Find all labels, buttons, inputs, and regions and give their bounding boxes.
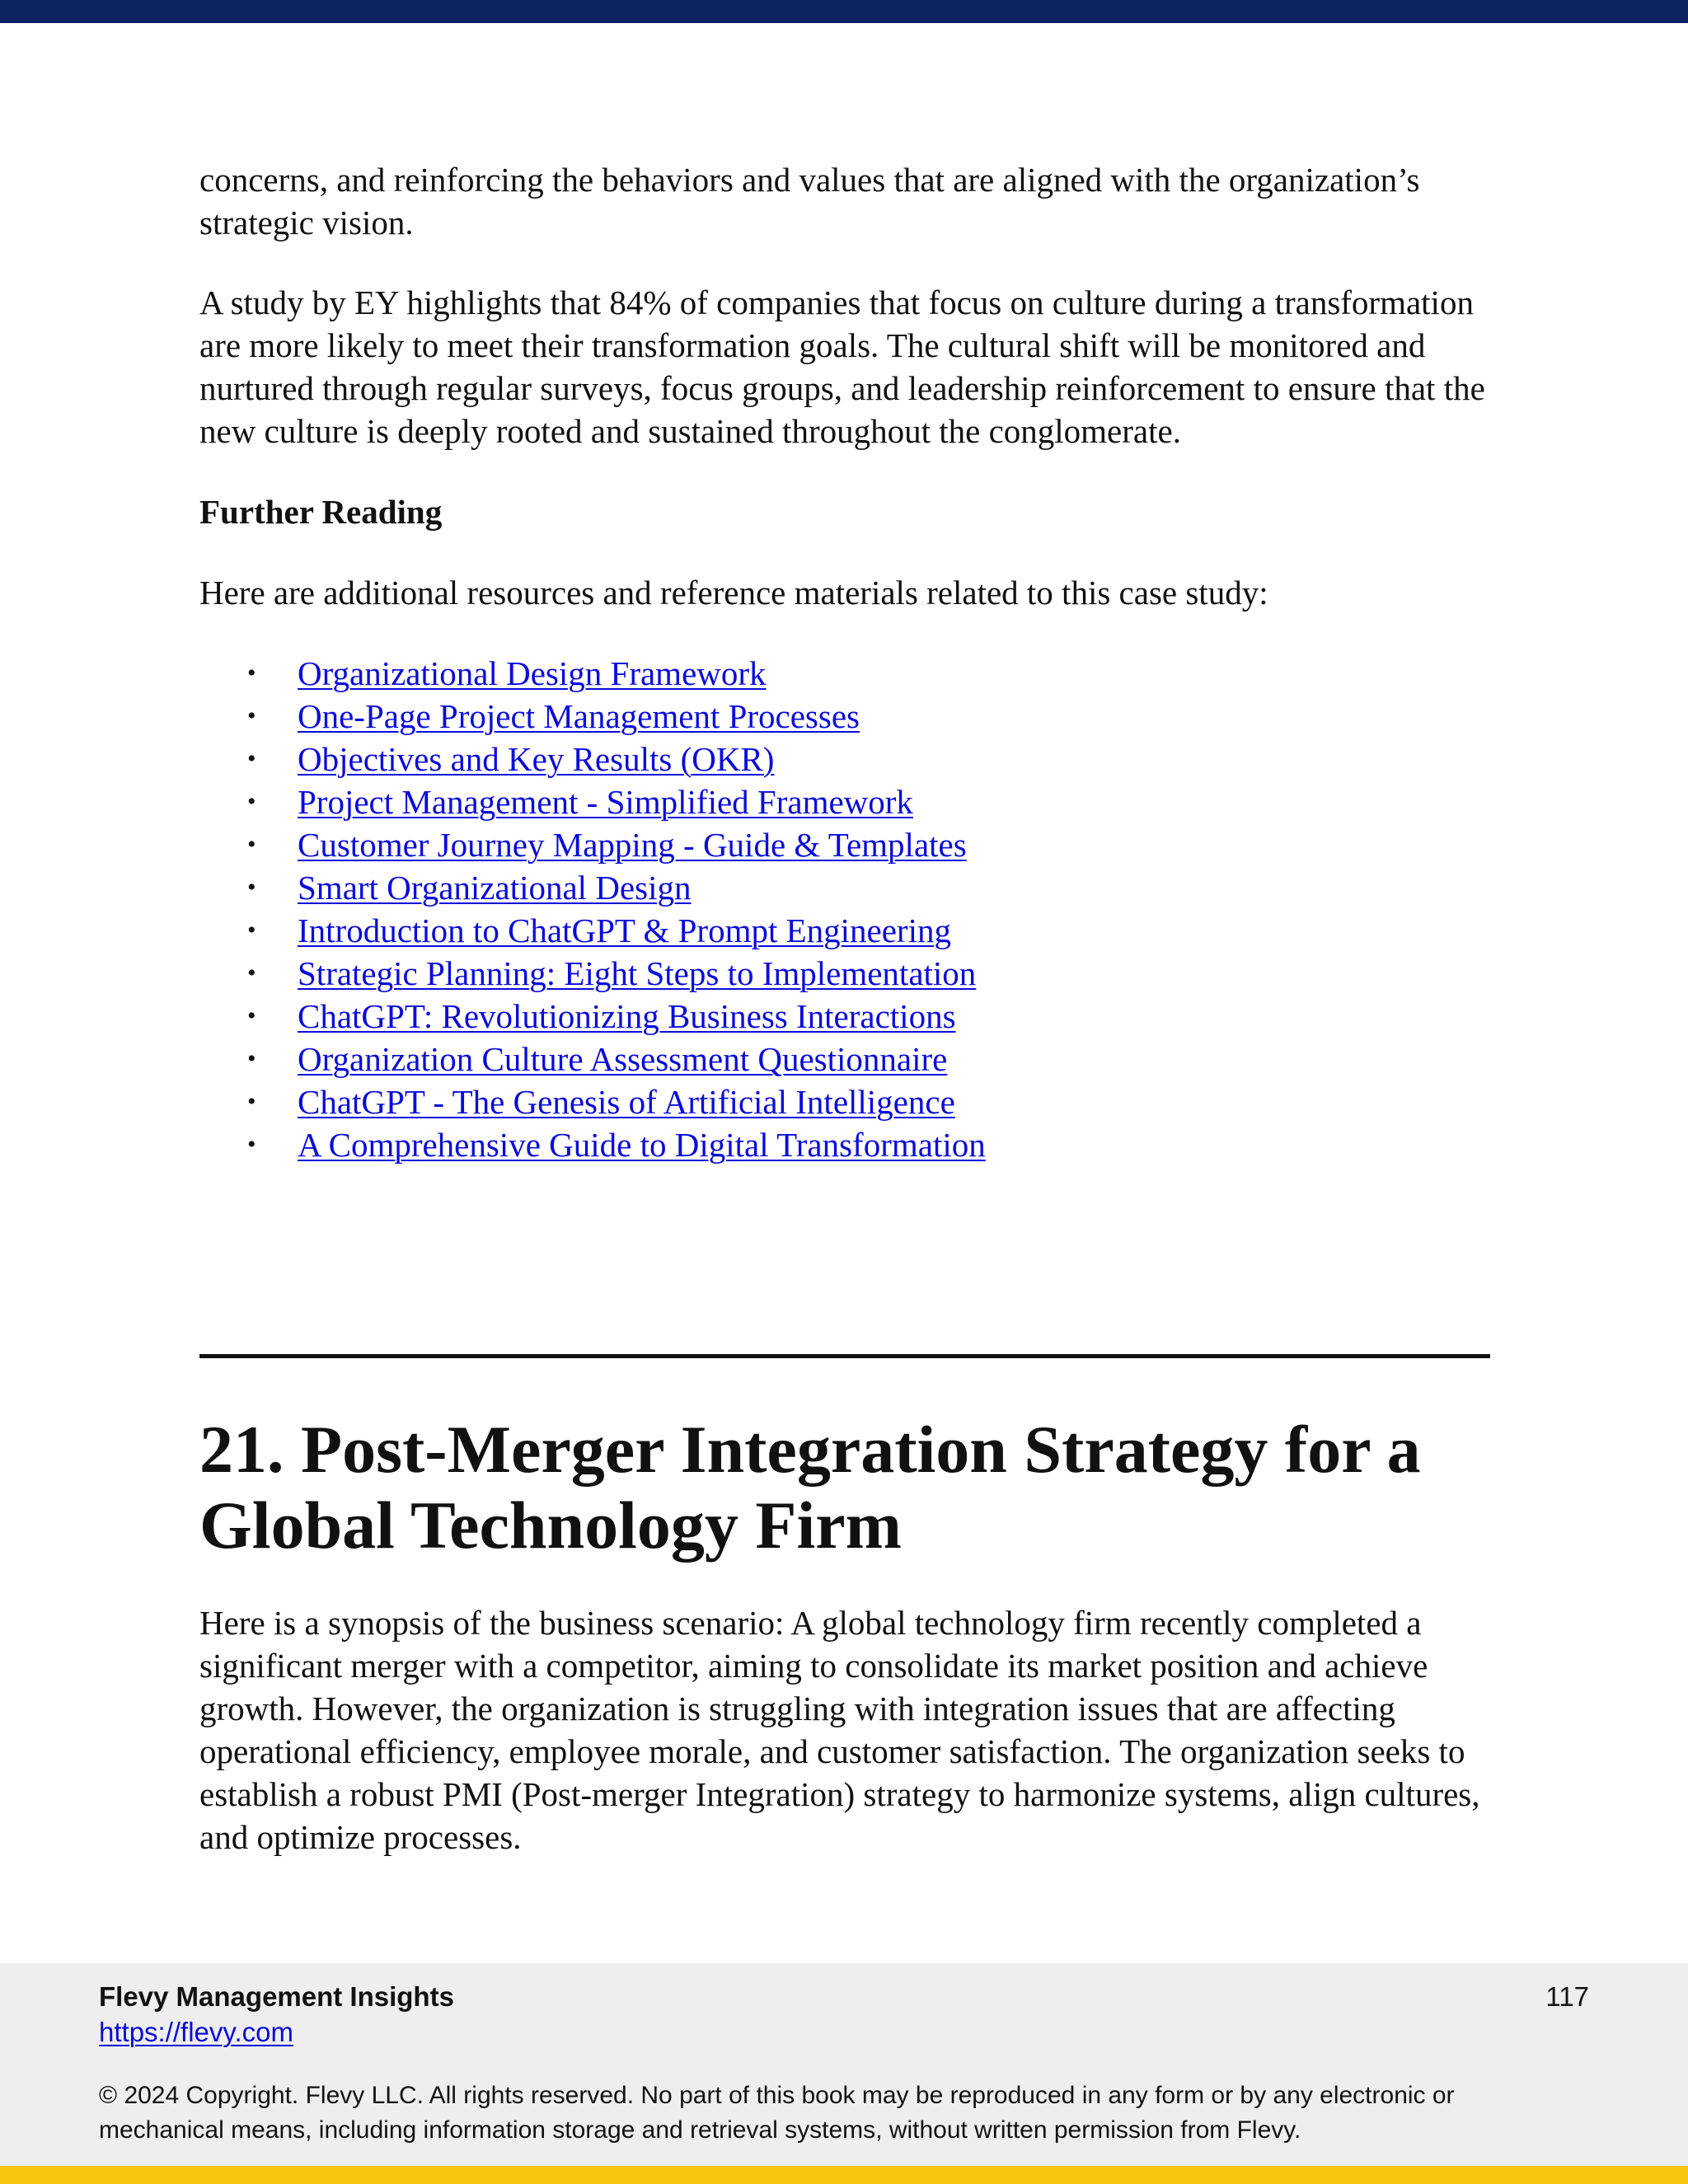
bullet-icon: • [247, 702, 256, 729]
reading-link[interactable]: A Comprehensive Guide to Digital Transformation [298, 1126, 986, 1164]
footer-copyright: © 2024 Copyright. Flevy LLC. All rights reserved. No part of this book may be reproduced in any form or by any electronic or mechanical means, including information storage and retrieval systems, without written permission from Flevy. [99, 2082, 1455, 2144]
reading-link[interactable]: Customer Journey Mapping - Guide & Templates [298, 826, 967, 864]
list-item [199, 1123, 1492, 1166]
reading-link[interactable]: Introduction to ChatGPT & Prompt Engineering [298, 912, 951, 949]
list-item [199, 738, 1492, 780]
bullet-icon: • [247, 831, 256, 858]
reading-link[interactable]: Project Management - Simplified Framework [298, 783, 913, 821]
reading-link[interactable]: Strategic Planning: Eight Steps to Implementation [298, 954, 977, 992]
reading-link[interactable]: One-Page Project Management Processes [298, 697, 860, 735]
bullet-icon: • [247, 1045, 256, 1072]
further-reading-list [199, 652, 1492, 1166]
list-item [199, 695, 1492, 738]
reading-link[interactable]: Objectives and Key Results (OKR) [298, 740, 775, 778]
section-synopsis: Here is a synopsis of the business scenario: A global technology firm recently completed a significant merger with a competitor, aiming to consolidate its market position and achieve growth. However, the organization is struggling with integration issues that are affecting operational efficiency, employee morale, and customer satisfaction. The organization seeks to establish a robust PMI (Post-merger Integration) strategy to harmonize systems, align cultures, and optimize processes. [199, 1604, 1480, 1856]
body-paragraph-1: concerns, and reinforcing the behaviors and values that are aligned with the organization’s strategic vision. [199, 161, 1420, 241]
further-reading-heading: Further Reading [199, 493, 443, 531]
further-reading-intro: Here are additional resources and reference materials related to this case study: [199, 574, 1268, 612]
list-item [199, 952, 1492, 995]
list-item [199, 652, 1492, 695]
bullet-icon: • [247, 1131, 256, 1158]
list-item [199, 780, 1492, 823]
page-footer [0, 1963, 1688, 2166]
reading-link[interactable]: ChatGPT: Revolutionizing Business Interactions [298, 997, 956, 1035]
list-item [199, 1038, 1492, 1080]
bullet-icon: • [247, 745, 256, 772]
footer-url-link[interactable]: https://flevy.com [99, 2017, 293, 2047]
bullet-icon: • [247, 659, 256, 687]
list-item [199, 823, 1492, 866]
bullet-icon: • [247, 959, 256, 987]
section-title: 21. Post-Merger Integration Strategy for a Global Technology Firm [199, 1412, 1421, 1563]
reading-link[interactable]: Organization Culture Assessment Questionnaire [298, 1040, 948, 1078]
reading-link[interactable]: Smart Organizational Design [298, 869, 692, 907]
bullet-icon: • [247, 916, 256, 944]
reading-link[interactable]: Organizational Design Framework [298, 654, 767, 692]
bullet-icon: • [247, 1088, 256, 1115]
bullet-icon: • [247, 788, 256, 815]
page-number: 117 [1545, 1981, 1589, 2012]
list-item [199, 909, 1492, 952]
list-item [199, 995, 1492, 1038]
bottom-accent-bar [0, 2166, 1688, 2184]
bullet-icon: • [247, 874, 256, 901]
bullet-icon: • [247, 1002, 256, 1029]
page-body [199, 158, 1492, 1166]
list-item [199, 1080, 1492, 1123]
top-accent-bar [0, 0, 1688, 23]
list-item [199, 866, 1492, 909]
section-divider [199, 1354, 1490, 1358]
footer-brand: Flevy Management Insights [99, 1981, 454, 2012]
reading-link[interactable]: ChatGPT - The Genesis of Artificial Intelligence [298, 1083, 955, 1121]
body-paragraph-2: A study by EY highlights that 84% of companies that focus on culture during a transformation are more likely to meet their transformation goals. The cultural shift will be monitored and nurtured through regular surveys, focus groups, and leadership reinforcement to ensure that the new culture is deeply rooted and sustained throughout the conglomerate. [199, 284, 1485, 450]
